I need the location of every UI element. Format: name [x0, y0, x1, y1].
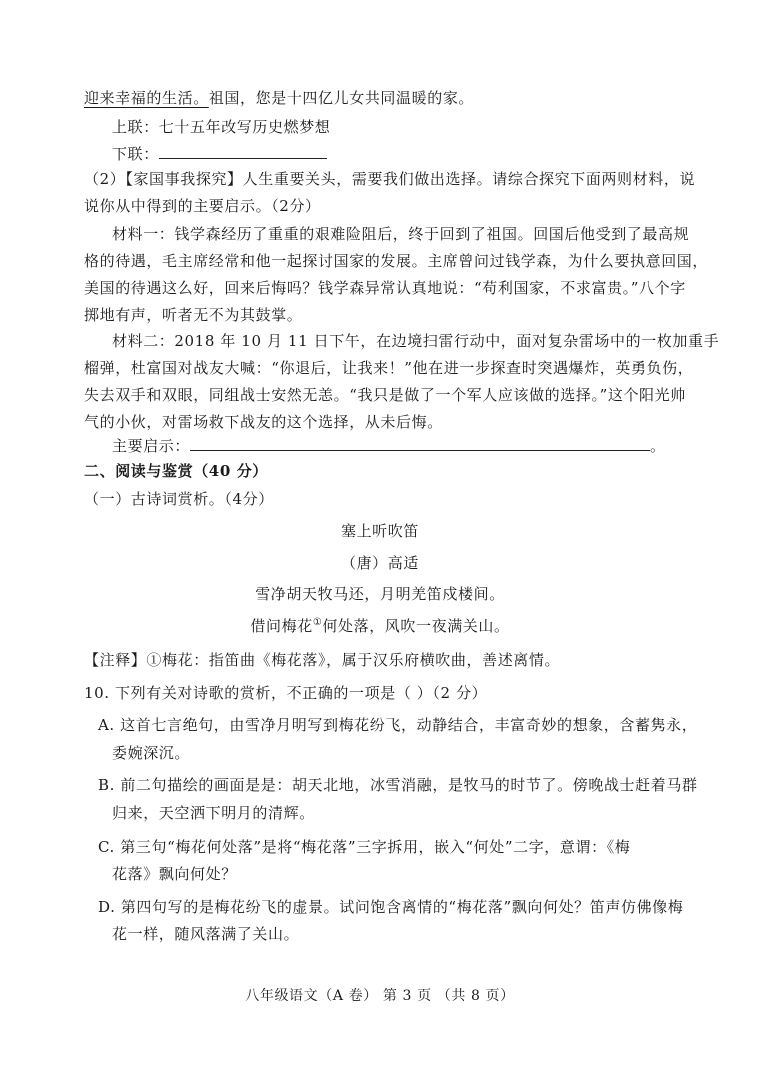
material1-line-1: 材料一：钱学森经历了重重的艰难险阻后，终于回到了祖国。回国后他受到了最高规: [112, 225, 690, 243]
lower-couplet-label: 下联：: [112, 145, 159, 163]
material1-line-3: 美国的待遇这么好，回来后悔吗？钱学森异常认真地说：“苟利国家，不求富贵。”八个字: [84, 279, 686, 297]
poem-note: 【注释】①梅花：指笛曲《梅花落》，属于汉乐府横吹曲，善述离情。: [84, 651, 561, 669]
q2-line-2: 说你从中得到的主要启示。（2分）: [84, 197, 321, 215]
section-heading: 二、阅读与鉴赏（40 分）: [84, 462, 268, 480]
answer-line: [112, 436, 666, 456]
answer-label: 主要启示：: [112, 437, 191, 455]
option-a-line-2: 委婉深沉。: [112, 744, 191, 762]
intro-line-1: [84, 88, 474, 108]
material1-line-2: 格的待遇，毛主席经常和他一起探讨国家的发展。主席曾问过钱学森，为什么要执意回国，: [84, 252, 709, 270]
material1-line-4: 掷地有声，听者无不为其鼓掌。: [84, 306, 303, 324]
footnote-marker: ①: [312, 617, 323, 628]
poem-line-1: 雪净胡天牧马还，月明羌笛戍楼间。: [255, 585, 505, 603]
poem-line-2-part-b: 何处落，风吹一夜满关山。: [322, 617, 510, 635]
answer-end: 。: [650, 437, 666, 455]
lower-couplet-blank[interactable]: [159, 144, 327, 159]
option-d-line-2: 花一样，随风落满了关山。: [112, 925, 300, 943]
poem-author: （唐）高适: [340, 554, 419, 572]
page-footer: 八年级语文（A 卷） 第 3 页 （共 8 页）: [245, 988, 515, 1004]
poem-line-2-part-a: 借问梅花: [250, 617, 313, 635]
option-c-line-1: C. 第三句“梅花何处落”是将“梅花落”三字拆用，嵌入“何处”二字，意谓：《梅: [98, 838, 631, 856]
material2-line-3: 失去双手和双眼，同组战士安然无恙。“我只是做了一个军人应该做的选择。”这个阳光帅: [84, 386, 686, 404]
material2-line-2: 榴弹，杜富国对战友大喊：“你退后，让我来！”他在进一步探查时突遇爆炸，英勇负伤，: [84, 359, 694, 377]
subsection-heading: （一）古诗词赏析。（4分）: [84, 490, 274, 508]
upper-couplet: 上联：七十五年改写历史燃梦想: [112, 118, 331, 136]
q2-line-1: （2）【家国事我探究】人生重要关头，需要我们做出选择。请综合探究下面两则材料，说: [84, 170, 696, 188]
option-b-line-2: 归来，天空洒下明月的清辉。: [112, 804, 315, 822]
option-a-line-1: A. 这首七言绝句，由雪净月明写到梅花纷飞，动静结合，丰富奇妙的想象，含蓄隽永，: [98, 716, 698, 734]
material2-line-4: 气的小伙，对雷场救下战友的这个选择，从未后悔。: [84, 413, 443, 431]
lower-couplet-line: [112, 144, 327, 164]
poem-title: 塞上听吹笛: [340, 522, 419, 540]
option-c-line-2: 花落》飘向何处？: [112, 865, 237, 883]
poem-line-2: [0, 616, 760, 636]
q10-stem: 10. 下列有关对诗歌的赏析，不正确的一项是（ ）（2 分）: [84, 684, 488, 702]
option-d-line-1: D. 第四句写的是梅花纷飞的虚景。试问饱含离情的“梅花落”飘向何处？笛声仿佛像梅: [98, 898, 684, 916]
material2-line-1: 材料二：2018 年 10 月 11 日下午，在边境扫雷行动中，面对复杂雷场中的一枚加重手: [112, 332, 720, 350]
option-b-line-1: B. 前二句描绘的画面是是：胡天北地，冰雪消融，是牧马的时节了。傍晚战士赶着马群: [98, 776, 698, 794]
intro-underlined-text: 迎来幸福的生活。: [84, 89, 209, 107]
intro-text: 祖国，您是十四亿儿女共同温暖的家。: [208, 89, 475, 107]
answer-blank[interactable]: [190, 436, 650, 451]
